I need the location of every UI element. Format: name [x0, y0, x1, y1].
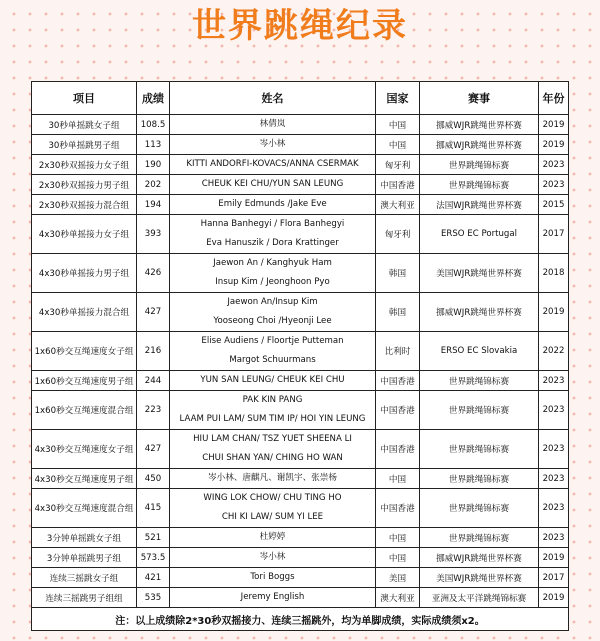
event-cell: 30秒单摇跳女子组 — [32, 115, 137, 135]
event-cell: 2x30秒双摇接力女子组 — [32, 155, 137, 175]
table-row — [32, 155, 569, 175]
name-cell — [170, 215, 376, 254]
year-cell: 2023 — [539, 430, 569, 469]
athlete-names: CHUI SHAN YAN/ CHING HO WAN — [202, 453, 343, 463]
country-cell: 中国香港 — [376, 175, 420, 195]
athlete-names: 岑小林、唐麒凡、谢凯宇、张崇杨 — [208, 473, 337, 483]
competition-cell: 挪威WJR跳绳世界杯赛 — [420, 135, 539, 155]
score-cell: 427 — [137, 430, 170, 469]
score-cell: 426 — [137, 254, 170, 293]
athlete-names: Tori Boggs — [250, 572, 295, 582]
table-row — [32, 215, 569, 254]
country-cell: 中国香港 — [376, 430, 420, 469]
event-cell: 3分钟单摇跳女子组 — [32, 528, 137, 548]
name-cell — [170, 548, 376, 568]
event-cell: 2x30秒双摇接力混合组 — [32, 195, 137, 215]
header-name: 姓名 — [170, 82, 376, 115]
competition-cell: 世界跳绳锦标赛 — [420, 430, 539, 469]
name-cell — [170, 588, 376, 608]
country-cell: 韩国 — [376, 254, 420, 293]
year-cell: 2019 — [539, 115, 569, 135]
athlete-names: Jaewon An / Kanghyuk Ham — [213, 258, 332, 268]
year-cell: 2019 — [539, 293, 569, 332]
athlete-names: YUN SAN LEUNG/ CHEUK KEI CHU — [200, 375, 345, 385]
year-cell: 2017 — [539, 215, 569, 254]
athlete-names: Margot Schuurmans — [229, 355, 316, 365]
header-country: 国家 — [376, 82, 420, 115]
table-row — [32, 489, 569, 528]
competition-cell: 美国WJR跳绳世界杯赛 — [420, 254, 539, 293]
name-cell — [170, 254, 376, 293]
country-cell: 中国香港 — [376, 489, 420, 528]
athlete-names: 岑小林 — [259, 139, 286, 149]
country-cell: 中国 — [376, 528, 420, 548]
event-cell: 4x30秒交互绳速度女子组 — [32, 430, 137, 469]
table-row — [32, 391, 569, 430]
table-header-row — [32, 82, 569, 115]
athlete-names: Elise Audiens / Floortje Putteman — [201, 336, 344, 346]
score-cell: 573.5 — [137, 548, 170, 568]
competition-cell: 亚洲及太平洋跳绳锦标赛 — [420, 588, 539, 608]
records-table — [31, 81, 569, 631]
year-cell: 2023 — [539, 391, 569, 430]
athlete-names: CHEUK KEI CHU/YUN SAN LEUNG — [201, 179, 344, 189]
table-row — [32, 195, 569, 215]
score-cell: 521 — [137, 528, 170, 548]
name-cell — [170, 332, 376, 371]
table-row — [32, 293, 569, 332]
competition-cell: 挪威WJR跳绳世界杯赛 — [420, 115, 539, 135]
table-row — [32, 568, 569, 588]
country-cell: 中国香港 — [376, 391, 420, 430]
competition-cell: 世界跳绳锦标赛 — [420, 469, 539, 489]
year-cell: 2023 — [539, 489, 569, 528]
competition-cell: 法国WJR跳绳世界杯赛 — [420, 195, 539, 215]
country-cell: 中国 — [376, 135, 420, 155]
country-cell: 匈牙利 — [376, 215, 420, 254]
score-cell: 216 — [137, 332, 170, 371]
athlete-names: Insup Kim / Jeonghoon Pyo — [215, 277, 330, 287]
score-cell: 450 — [137, 469, 170, 489]
event-cell: 4x30秒交互绳速度混合组 — [32, 489, 137, 528]
score-cell: 415 — [137, 489, 170, 528]
score-cell: 535 — [137, 588, 170, 608]
athlete-names: CHI KI LAW/ SUM YI LEE — [221, 512, 324, 522]
competition-cell: 世界跳绳锦标赛 — [420, 391, 539, 430]
athlete-names: 林倩岚 — [259, 119, 286, 129]
athlete-names: Eva Hanuszik / Dora Krattinger — [206, 238, 339, 248]
score-cell: 244 — [137, 371, 170, 391]
athlete-names: HIU LAM CHAN/ TSZ YUET SHEENA LI — [193, 434, 352, 444]
competition-cell: ERSO EC Slovakia — [420, 332, 539, 371]
table-row — [32, 548, 569, 568]
header-year: 年份 — [539, 82, 569, 115]
name-cell — [170, 430, 376, 469]
table-row — [32, 588, 569, 608]
header-event: 项目 — [32, 82, 137, 115]
competition-cell: 世界跳绳锦标赛 — [420, 528, 539, 548]
event-cell: 2x30秒双摇接力男子组 — [32, 175, 137, 195]
score-cell: 393 — [137, 215, 170, 254]
competition-cell: 美国WJR跳绳世界杯赛 — [420, 568, 539, 588]
event-cell: 1x60秒交互绳速度女子组 — [32, 332, 137, 371]
competition-cell: 世界跳绳锦标赛 — [420, 155, 539, 175]
country-cell: 美国 — [376, 568, 420, 588]
name-cell — [170, 135, 376, 155]
table-row — [32, 115, 569, 135]
event-cell: 连续三摇跳女子组 — [32, 568, 137, 588]
event-cell: 3分钟单摇跳男子组 — [32, 548, 137, 568]
note-row — [32, 608, 569, 631]
header-competition: 赛事 — [420, 82, 539, 115]
score-cell: 223 — [137, 391, 170, 430]
table-row — [32, 469, 569, 489]
page-title: 世界跳绳纪录 — [192, 6, 408, 46]
table-row — [32, 332, 569, 371]
event-cell: 30秒单摇跳男子组 — [32, 135, 137, 155]
year-cell: 2022 — [539, 332, 569, 371]
event-cell: 4x30秒单摇接力女子组 — [32, 215, 137, 254]
country-cell: 比利时 — [376, 332, 420, 371]
athlete-names: WING LOK CHOW/ CHU TING HO — [203, 493, 342, 503]
country-cell: 韩国 — [376, 293, 420, 332]
athlete-names: KITTI ANDORFI-KOVACS/ANNA CSERMAK — [186, 159, 359, 169]
country-cell: 匈牙利 — [376, 155, 420, 175]
table-row — [32, 254, 569, 293]
name-cell — [170, 195, 376, 215]
score-cell: 194 — [137, 195, 170, 215]
score-cell: 202 — [137, 175, 170, 195]
competition-cell: 挪威WJR跳绳世界杯赛 — [420, 548, 539, 568]
year-cell: 2023 — [539, 528, 569, 548]
table-row — [32, 175, 569, 195]
name-cell — [170, 175, 376, 195]
event-cell: 4x30秒交互绳速度男子组 — [32, 469, 137, 489]
year-cell: 2023 — [539, 155, 569, 175]
competition-cell: 世界跳绳锦标赛 — [420, 175, 539, 195]
country-cell: 中国香港 — [376, 371, 420, 391]
competition-cell: 世界跳绳锦标赛 — [420, 489, 539, 528]
country-cell: 澳大利亚 — [376, 195, 420, 215]
event-cell: 4x30秒单摇接力男子组 — [32, 254, 137, 293]
event-cell: 1x60秒交互绳速度男子组 — [32, 371, 137, 391]
year-cell: 2015 — [539, 195, 569, 215]
country-cell: 中国 — [376, 115, 420, 135]
athlete-names: 岑小林 — [259, 552, 286, 562]
competition-cell: 挪威WJR跳绳世界杯赛 — [420, 293, 539, 332]
year-cell: 2023 — [539, 469, 569, 489]
table-row — [32, 528, 569, 548]
score-cell: 421 — [137, 568, 170, 588]
year-cell: 2019 — [539, 548, 569, 568]
name-cell — [170, 489, 376, 528]
name-cell — [170, 568, 376, 588]
athlete-names: LAAM PUI LAM/ SUM TIM IP/ HOI YIN LEUNG — [179, 414, 366, 424]
athlete-names: Hanna Banhegyi / Flora Banhegyi — [200, 219, 345, 229]
score-cell: 427 — [137, 293, 170, 332]
athlete-names: Emily Edmunds /Jake Eve — [218, 199, 327, 209]
name-cell — [170, 391, 376, 430]
name-cell — [170, 469, 376, 489]
footnote: 注：以上成绩除2*30秒双摇接力、连续三摇跳外，均为单脚成绩，实际成绩须x2。 — [32, 608, 569, 631]
competition-cell: ERSO EC Portugal — [420, 215, 539, 254]
country-cell: 中国 — [376, 548, 420, 568]
table-row — [32, 371, 569, 391]
table-row — [32, 135, 569, 155]
country-cell: 中国 — [376, 469, 420, 489]
score-cell: 190 — [137, 155, 170, 175]
score-cell: 113 — [137, 135, 170, 155]
athlete-names: Yooseong Choi /Hyeonji Lee — [213, 316, 332, 326]
year-cell: 2023 — [539, 371, 569, 391]
score-cell: 108.5 — [137, 115, 170, 135]
athlete-names: Jaewon An/Insup Kim — [227, 297, 318, 307]
table-body — [32, 115, 569, 608]
year-cell: 2018 — [539, 254, 569, 293]
event-cell: 4x30秒单摇接力混合组 — [32, 293, 137, 332]
name-cell — [170, 371, 376, 391]
event-cell: 连续三摇跳男子组组 — [32, 588, 137, 608]
competition-cell: 世界跳绳锦标赛 — [420, 371, 539, 391]
year-cell: 2019 — [539, 588, 569, 608]
year-cell: 2023 — [539, 175, 569, 195]
name-cell — [170, 155, 376, 175]
event-cell: 1x60秒交互绳速度混合组 — [32, 391, 137, 430]
athlete-names: 杜婷婷 — [259, 532, 286, 542]
table-row — [32, 430, 569, 469]
athlete-names: Jeremy English — [240, 592, 305, 602]
country-cell: 澳大利亚 — [376, 588, 420, 608]
records-table-container — [31, 81, 568, 631]
athlete-names: PAK KIN PANG — [242, 395, 303, 405]
year-cell: 2019 — [539, 135, 569, 155]
header-score: 成绩 — [137, 82, 170, 115]
year-cell: 2017 — [539, 568, 569, 588]
name-cell — [170, 115, 376, 135]
name-cell — [170, 293, 376, 332]
name-cell — [170, 528, 376, 548]
